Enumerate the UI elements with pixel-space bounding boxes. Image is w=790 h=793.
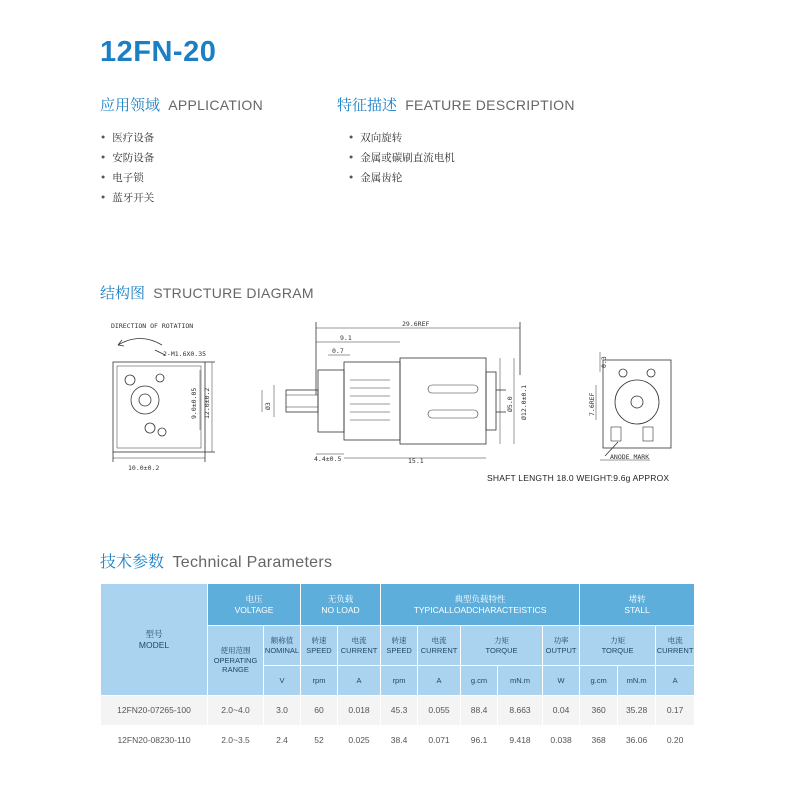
voltage-header: 电压 VOLTAGE	[208, 584, 301, 626]
rotation-arrow	[118, 339, 162, 346]
noload-current-header: 电流 CURRENT	[338, 626, 381, 666]
table-cell: 360	[580, 696, 618, 726]
dim-151-label: 15.1	[408, 457, 424, 465]
stall-header: 堵转 STALL	[580, 584, 695, 626]
feature-heading-en: FEATURE DESCRIPTION	[405, 97, 575, 113]
dim-03-label: 0.3	[600, 356, 608, 368]
unit-cell: rpm	[301, 666, 338, 696]
technical-heading	[100, 549, 332, 572]
screw-label: 2-M1.6X0.35	[163, 350, 207, 358]
structure-caption: SHAFT LENGTH 18.0 WEIGHT:9.6g APPROX	[487, 473, 670, 483]
dim-44-label: 4.4±0.5	[314, 455, 342, 463]
application-heading-cn: 应用领域	[100, 97, 161, 114]
table-cell: 0.20	[656, 726, 695, 756]
technical-heading-en: Technical Parameters	[172, 554, 333, 571]
table-cell: 38.4	[381, 726, 418, 756]
table-cell: 8.663	[498, 696, 543, 726]
unit-cell: V	[264, 666, 301, 696]
anode-mark-label: ANODE MARK	[610, 453, 650, 461]
table-cell: 52	[301, 726, 338, 756]
list-item: • 蓝牙开关	[100, 188, 154, 208]
table-cell: 45.3	[381, 696, 418, 726]
table-cell: 0.17	[656, 696, 695, 726]
dim-76-label: 7.6REF	[588, 392, 596, 416]
table-cell: 96.1	[461, 726, 498, 756]
unit-cell: mN.m	[618, 666, 656, 696]
unit-cell: A	[656, 666, 695, 696]
table-cell: 0.04	[543, 696, 580, 726]
table-cell: 88.4	[461, 696, 498, 726]
list-item: • 双向旋转	[348, 128, 455, 148]
table-cell: 0.055	[418, 696, 461, 726]
list-item: • 金属或碳刷直流电机	[348, 148, 455, 168]
operating-range-header: 使用范围 OPERATING RANGE	[208, 626, 264, 696]
list-item: • 电子锁	[100, 168, 154, 188]
typical-output-header: 功率 OUTPUT	[543, 626, 580, 666]
table-cell: 9.418	[498, 726, 543, 756]
technical-heading-cn: 技术参数	[100, 554, 165, 571]
noload-header: 无负载 NO LOAD	[301, 584, 381, 626]
list-item: • 医疗设备	[100, 128, 154, 148]
table-cell: 2.0~3.5	[208, 726, 264, 756]
stall-current-header: 电流 CURRENT	[656, 626, 695, 666]
dim-91-label: 9.1	[340, 334, 352, 342]
dim-shaft-label: Ø3	[264, 402, 272, 410]
table-row	[101, 696, 695, 726]
dim-12-dia-label: Ø12.0±0.1	[520, 384, 528, 420]
side-view-shaft	[286, 390, 318, 412]
unit-cell: g.cm	[461, 666, 498, 696]
table-cell: 3.0	[264, 696, 301, 726]
table-cell: 368	[580, 726, 618, 756]
typical-load-header: 典型负载特性 TYPICALLOADCHARACTEISTICS	[381, 584, 580, 626]
feature-heading-cn: 特征描述	[337, 97, 398, 114]
typical-current-header: 电流 CURRENT	[418, 626, 461, 666]
table-cell: 2.4	[264, 726, 301, 756]
unit-cell: rpm	[381, 666, 418, 696]
dim-10-label: 10.0±0.2	[128, 464, 160, 472]
table-cell: 0.025	[338, 726, 381, 756]
model-header: 型号 MODEL	[101, 584, 208, 696]
side-view-motor	[400, 358, 486, 444]
rear-view-endcap	[615, 380, 659, 424]
typical-speed-header: 转速 SPEED	[381, 626, 418, 666]
nominal-header: 额称值 NOMINAL	[264, 626, 301, 666]
stall-torque-header: 力矩 TORQUE	[580, 626, 656, 666]
technical-parameters-table	[100, 583, 695, 756]
table-cell: 35.28	[618, 696, 656, 726]
typical-torque-header: 力矩 TORQUE	[461, 626, 543, 666]
rear-view-outline	[603, 360, 671, 448]
unit-cell: mN.m	[498, 666, 543, 696]
table-cell: 36.06	[618, 726, 656, 756]
unit-cell: A	[338, 666, 381, 696]
front-view-shaft-hub	[131, 386, 159, 414]
table-cell: 12FN20-08230-110	[101, 726, 208, 756]
table-cell: 60	[301, 696, 338, 726]
table-cell: 12FN20-07265-100	[101, 696, 208, 726]
list-item: • 金属齿轮	[348, 168, 455, 188]
unit-cell: A	[418, 666, 461, 696]
application-heading-en: APPLICATION	[168, 97, 264, 113]
structure-heading-en: STRUCTURE DIAGRAM	[153, 285, 314, 301]
table-cell: 0.018	[338, 696, 381, 726]
page-title: 12FN-20	[100, 36, 217, 68]
table-cell: 0.038	[543, 726, 580, 756]
side-view-plate	[318, 370, 344, 432]
dim-9-label: 9.0±0.05	[190, 387, 198, 419]
dim-5-label: Ø5.0	[506, 396, 514, 412]
table-cell: 2.0~4.0	[208, 696, 264, 726]
dim-length-label: 29.6REF	[402, 320, 430, 328]
dim-07-label: 0.7	[332, 347, 344, 355]
table-cell: 0.071	[418, 726, 461, 756]
unit-cell: g.cm	[580, 666, 618, 696]
table-row	[101, 726, 695, 756]
rotation-label: DIRECTION OF ROTATION	[111, 322, 194, 330]
dim-12-vertical-label: 12.0±0.2	[203, 387, 211, 419]
structure-heading-cn: 结构图	[100, 285, 146, 302]
unit-cell: W	[543, 666, 580, 696]
noload-speed-header: 转速 SPEED	[301, 626, 338, 666]
list-item: • 安防设备	[100, 148, 154, 168]
side-view-gearbox	[344, 362, 400, 440]
